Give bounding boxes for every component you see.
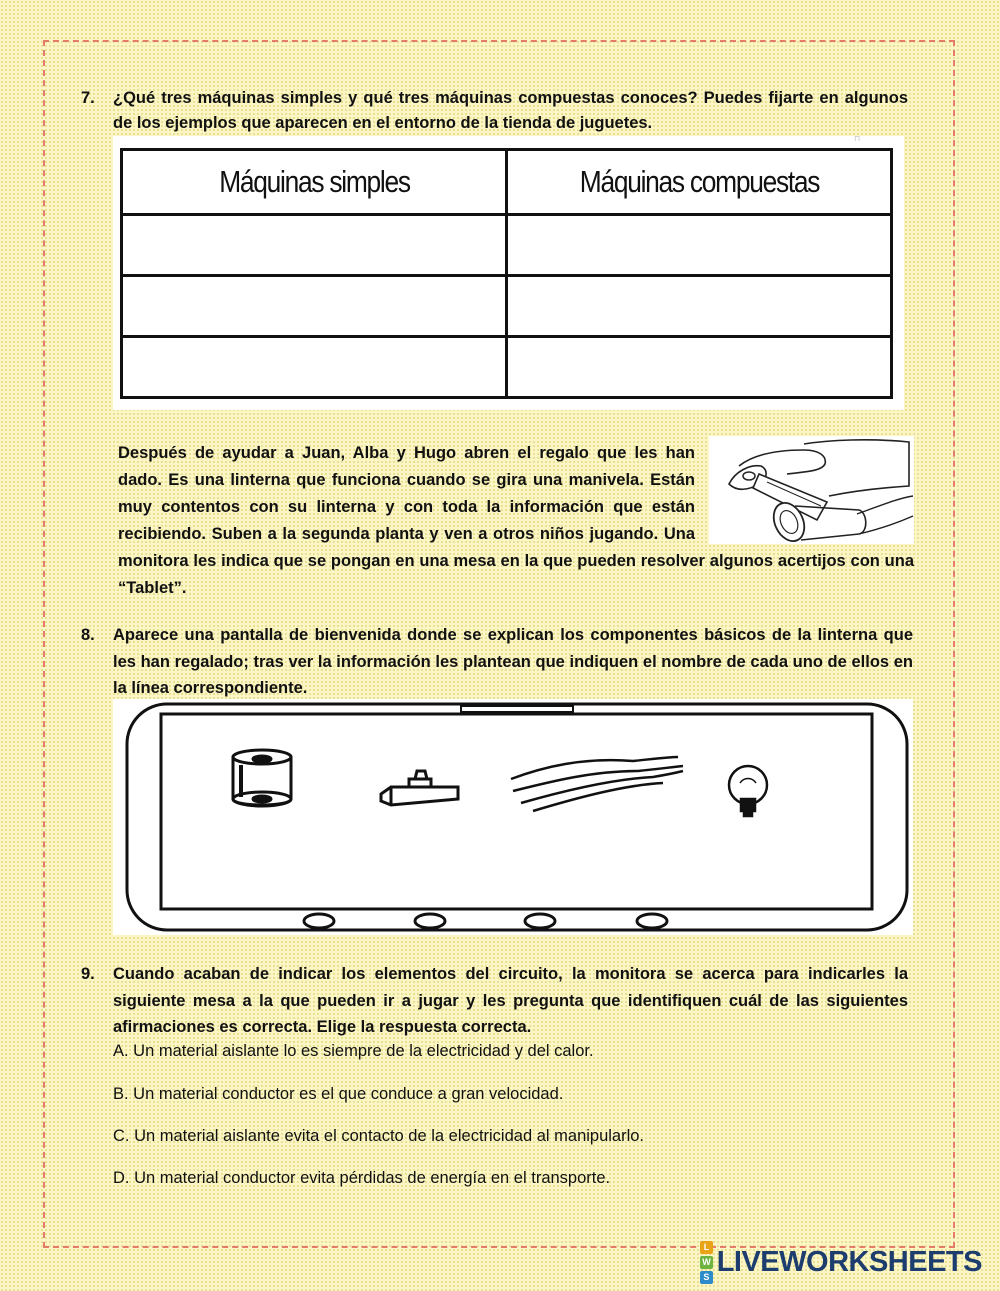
question-9-number: 9. [81, 965, 95, 983]
question-7 [81, 86, 908, 136]
question-7-text: ¿Qué tres máquinas simples y qué tres máquinas compuestas conoces? Puedes fijarte en algunos de los ejemplos que aparecen en el entorno de la tienda de juguetes. [113, 89, 908, 132]
liveworksheets-wordmark: LIVEWORKSHEETS [716, 1246, 982, 1278]
question-8-text: Aparece una pantalla de bienvenida donde se explican los componentes básicos de la linterna que les han regalado; tras ver la información les plantean que indiquen el nombre de cada uno de ellos en la línea correspondiente. [113, 626, 913, 697]
liveworksheets-logo[interactable] [700, 1240, 982, 1285]
answer-cell-simple-2[interactable] [122, 276, 507, 337]
table-row [122, 276, 892, 337]
answer-cell-simple-3[interactable] [122, 337, 507, 398]
machines-table [120, 148, 893, 399]
story-text: Después de ayudar a Juan, Alba y Hugo abren el regalo que les han dado. Es una linterna que funciona cuando se gira una manivela. Están muy contentos con su linterna y con toda la información que están recibiendo. Suben a la segunda planta y ven a otros niños jugando. Una monitora les indica que se pongan en una mesa en la que pueden resolver algunos acertijos con una “Tablet”. [118, 444, 914, 597]
answer-cell-compound-1[interactable] [507, 215, 892, 276]
liveworksheets-logo-icon: L W S [700, 1240, 713, 1285]
crank-flashlight-illustration [709, 436, 914, 544]
table-row [122, 215, 892, 276]
question-9-text: Cuando acaban de indicar los elementos del circuito, la monitora se acerca para indicarles la siguiente mesa a la que pueden ir a jugar y les pregunta que identifiquen cuál de las siguientes afirmaciones es correcta. Elige la respuesta correcta. [113, 965, 908, 1036]
question-8-number: 8. [81, 626, 95, 644]
answer-cell-simple-1[interactable] [122, 215, 507, 276]
answer-cell-compound-3[interactable] [507, 337, 892, 398]
question-8 [81, 622, 913, 702]
option-d[interactable]: D. Un material conductor evita pérdidas de energía en el transporte. [113, 1169, 611, 1187]
header-simple-machines: Máquinas simples [150, 150, 477, 215]
header-compound-machines: Máquinas compuestas [535, 150, 862, 215]
option-a[interactable]: A. Un material aislante lo es siempre de la electricidad y del calor. [113, 1042, 594, 1060]
tablet-button[interactable] [304, 914, 334, 928]
question-7-number: 7. [81, 89, 95, 107]
tablet-illustration [113, 699, 913, 935]
answer-cell-compound-2[interactable] [507, 276, 892, 337]
story-paragraph [118, 440, 914, 602]
battery-icon [233, 750, 291, 806]
option-b[interactable]: B. Un material conductor es el que conduce a gran velocidad. [113, 1085, 564, 1103]
tablet-button[interactable] [637, 914, 667, 928]
hand-crank-icon [709, 436, 914, 544]
table-row [122, 337, 892, 398]
tablet-button[interactable] [525, 914, 555, 928]
option-c[interactable]: C. Un material aislante evita el contacto de la electricidad al manipularlo. [113, 1127, 645, 1145]
table-corner-mark: ⊓ [854, 134, 861, 143]
tablet-button[interactable] [415, 914, 445, 928]
question-9 [81, 961, 908, 1041]
